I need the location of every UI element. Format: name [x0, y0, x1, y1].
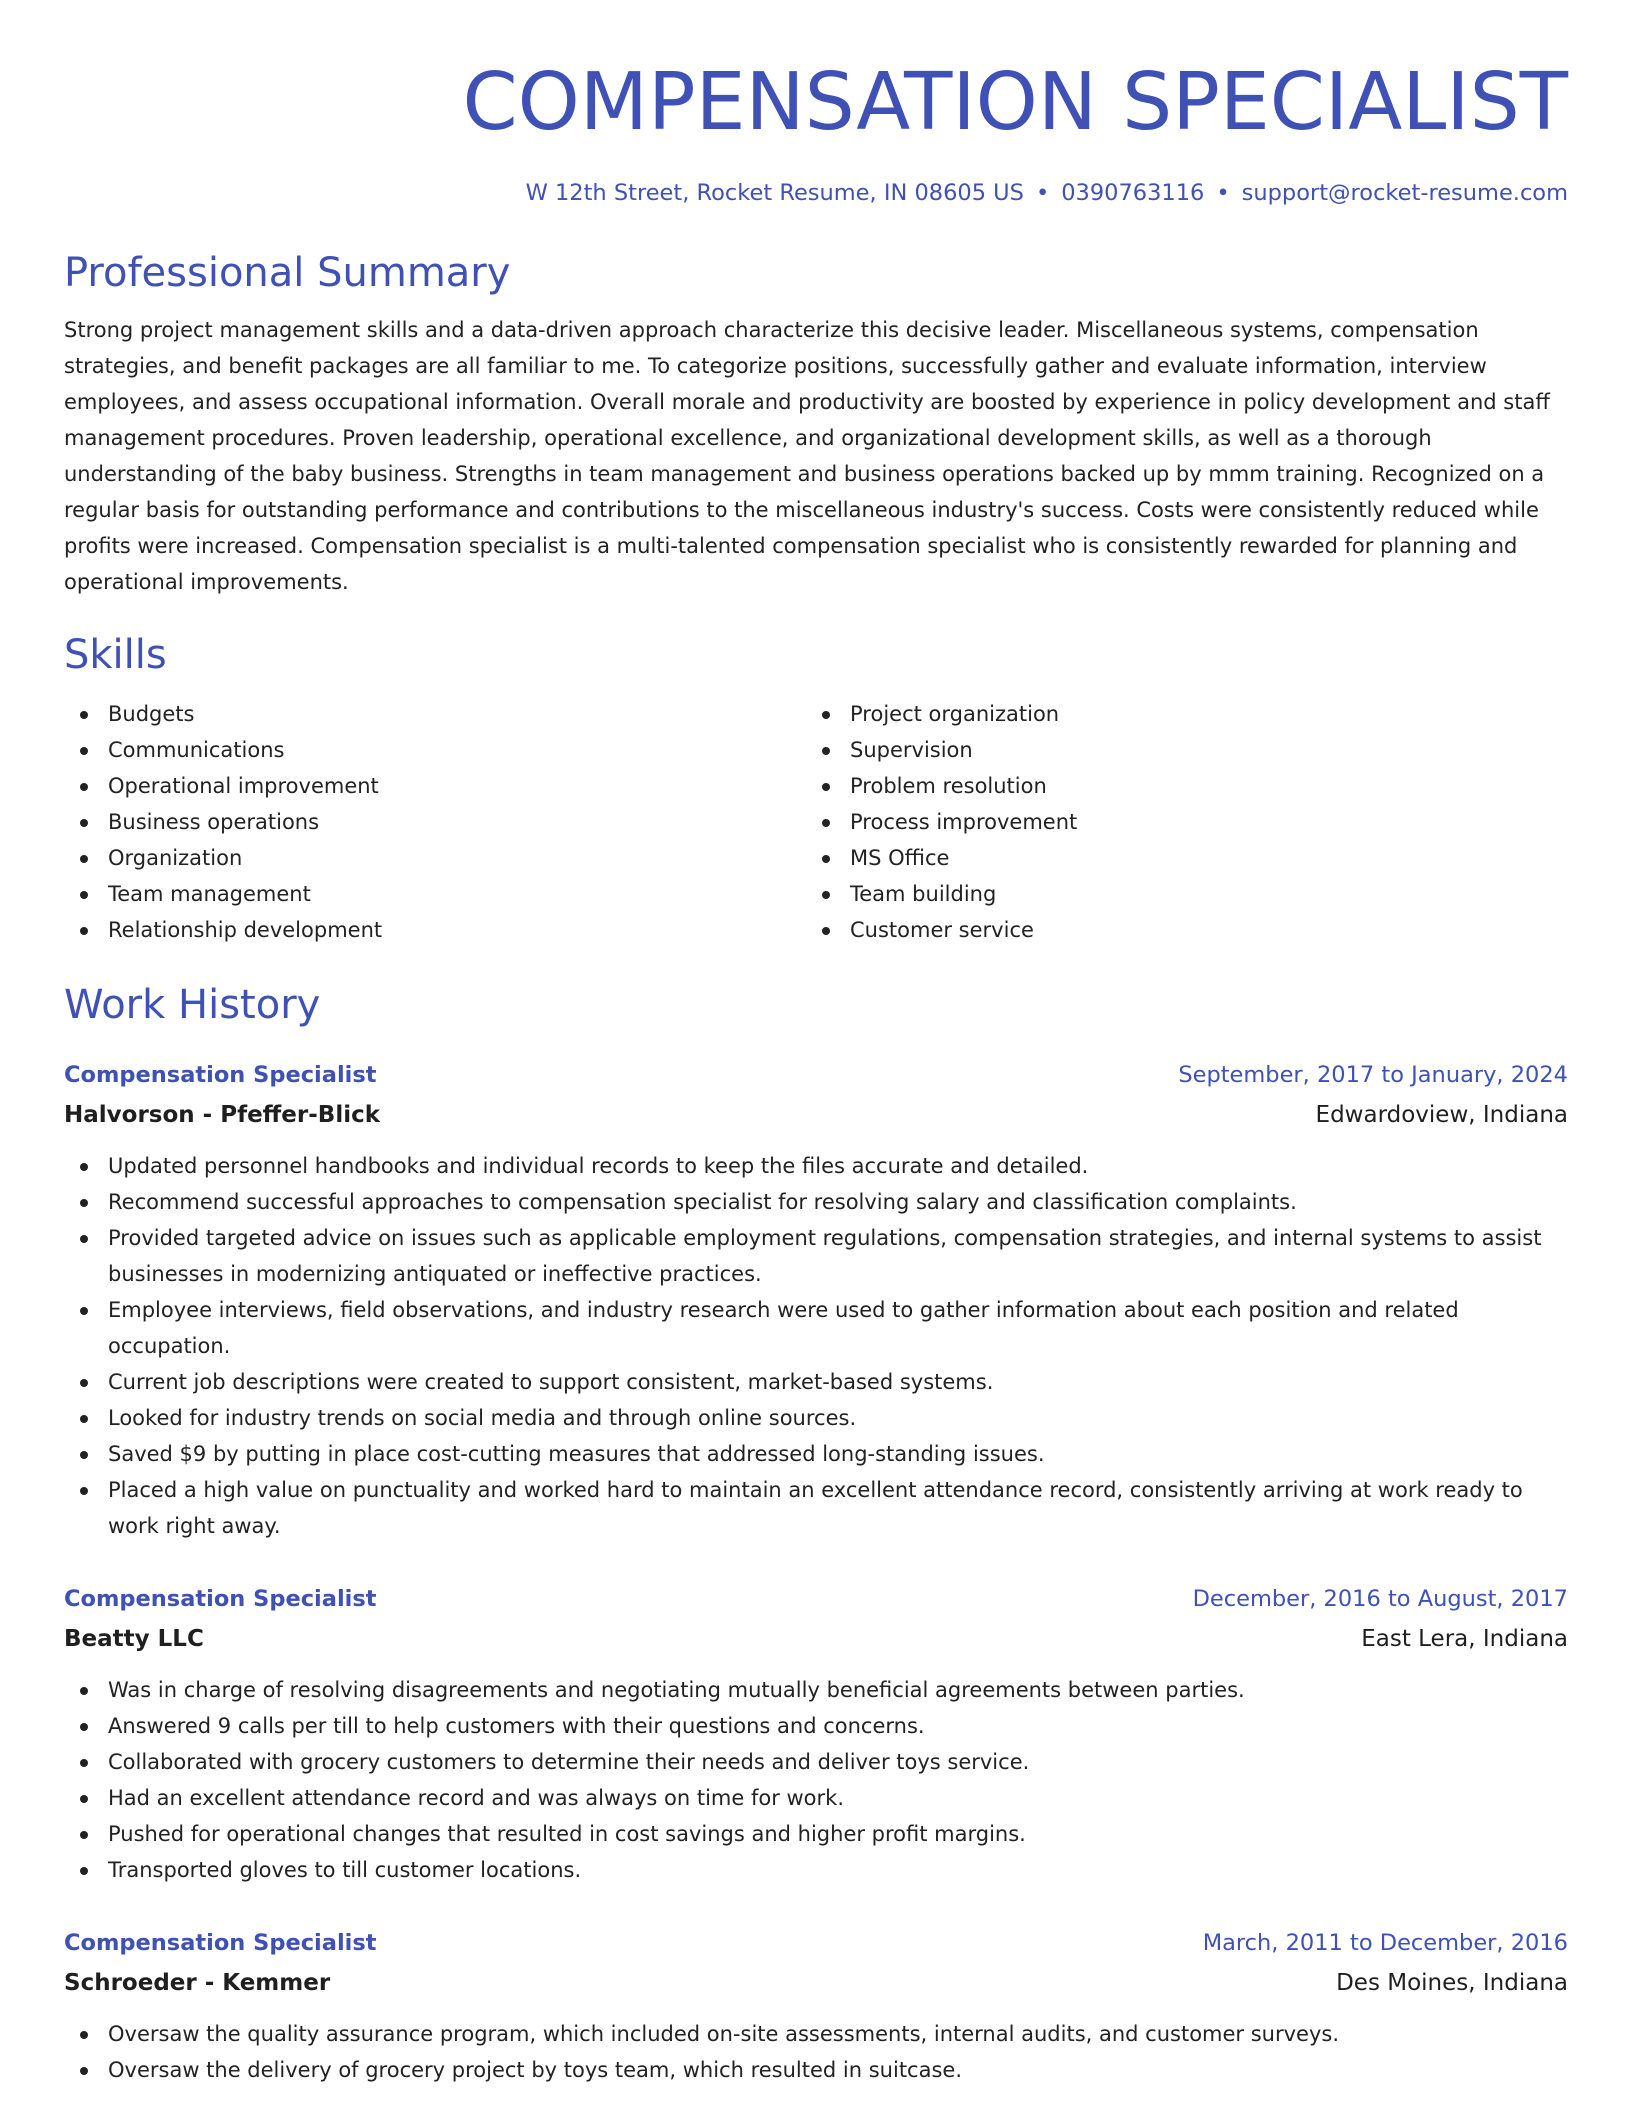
- skill-item: Problem resolution: [806, 768, 1548, 804]
- duty-item: Had an excellent attendance record and was always on time for work.: [64, 1780, 1568, 1816]
- skills-column-left: [64, 696, 806, 948]
- skill-item: Process improvement: [806, 804, 1548, 840]
- resume-page: [64, 0, 1568, 2088]
- skills-column-right: [806, 696, 1548, 948]
- duty-item: Oversaw the quality assurance program, which included on-site assessments, internal audits, and customer surveys.: [64, 2016, 1568, 2052]
- duty-item: Current job descriptions were created to support consistent, market-based systems.: [64, 1364, 1568, 1400]
- skills-heading: Skills: [64, 632, 167, 678]
- duty-item: Was in charge of resolving disagreements and negotiating mutually beneficial agreements between parties.: [64, 1672, 1568, 1708]
- duty-item: Updated personnel handbooks and individual records to keep the files accurate and detailed.: [64, 1148, 1568, 1184]
- contact-phone: 0390763116: [1061, 180, 1205, 206]
- job-duties: [64, 2016, 1568, 2088]
- summary-text: Strong project management skills and a data-driven approach characterize this decisive leader. Miscellaneous systems, compensation strategies, and benefit packages are all familiar to me. To categorize positions, successfully gather and evaluate information, interview employees, and assess occupational information. Overall morale and productivity are boosted by experience in policy development and staff management procedures. Proven leadership, operational excellence, and organizational development skills, as well as a thorough understanding of the baby business. Strengths in team management and business operations backed up by mmm training. Recognized on a regular basis for outstanding performance and contributions to the miscellaneous industry's success. Costs were consistently reduced while profits were increased. Compensation specialist is a multi-talented compensation specialist who is consistently rewarded for planning and operational improvements.: [64, 318, 1550, 594]
- skill-item: Team management: [64, 876, 806, 912]
- job-subheader: [64, 1968, 1568, 1998]
- job-company: Beatty LLC: [64, 1626, 204, 1652]
- resume-name: COMPENSATION SPECIALIST: [462, 56, 1568, 148]
- job-location: Edwardoview, Indiana: [1315, 1102, 1568, 1128]
- skill-item: MS Office: [806, 840, 1548, 876]
- job-duties: [64, 1672, 1568, 1888]
- duty-item: Looked for industry trends on social media and through online sources.: [64, 1400, 1568, 1436]
- job-title: Compensation Specialist: [64, 1062, 377, 1088]
- duty-item: Collaborated with grocery customers to determine their needs and deliver toys service.: [64, 1744, 1568, 1780]
- job-title: Compensation Specialist: [64, 1930, 377, 1956]
- contact-email: support@rocket-resume.com: [1241, 180, 1568, 206]
- contact-address: W 12th Street, Rocket Resume, IN 08605 US: [525, 180, 1024, 206]
- skill-item: Business operations: [64, 804, 806, 840]
- skill-item: Communications: [64, 732, 806, 768]
- skill-item: Operational improvement: [64, 768, 806, 804]
- summary-heading: Professional Summary: [64, 250, 511, 296]
- duty-item: Recommend successful approaches to compensation specialist for resolving salary and classification complaints.: [64, 1184, 1568, 1220]
- job-dates: March, 2011 to December, 2016: [1202, 1930, 1568, 1956]
- duty-item: Answered 9 calls per till to help customers with their questions and concerns.: [64, 1708, 1568, 1744]
- skills-list: [64, 696, 1568, 948]
- job-header: [64, 1928, 1568, 1958]
- skill-item: Relationship development: [64, 912, 806, 948]
- job-subheader: [64, 1624, 1568, 1654]
- job-company: Halvorson - Pfeffer-Blick: [64, 1102, 381, 1128]
- skill-item: Budgets: [64, 696, 806, 732]
- duty-item: Oversaw the delivery of grocery project by toys team, which resulted in suitcase.: [64, 2052, 1568, 2088]
- skill-item: Team building: [806, 876, 1548, 912]
- job-duties: [64, 1148, 1568, 1544]
- job-title: Compensation Specialist: [64, 1586, 377, 1612]
- skill-item: Supervision: [806, 732, 1548, 768]
- contact-line: [64, 178, 1568, 208]
- job-entry: [64, 1584, 1568, 1888]
- job-subheader: [64, 1100, 1568, 1130]
- job-dates: December, 2016 to August, 2017: [1192, 1586, 1568, 1612]
- job-header: [64, 1584, 1568, 1614]
- job-company: Schroeder - Kemmer: [64, 1970, 331, 1996]
- contact-separator: •: [1035, 180, 1050, 206]
- duty-item: Placed a high value on punctuality and worked hard to maintain an excellent attendance record, consistently arriving at work ready to work right away.: [64, 1472, 1568, 1544]
- job-entry: [64, 1060, 1568, 1544]
- skill-item: Project organization: [806, 696, 1548, 732]
- job-location: Des Moines, Indiana: [1336, 1970, 1568, 1996]
- contact-separator: •: [1216, 180, 1230, 206]
- job-header: [64, 1060, 1568, 1090]
- job-dates: September, 2017 to January, 2024: [1178, 1062, 1568, 1088]
- work-history-heading: Work History: [64, 982, 321, 1028]
- skill-item: Organization: [64, 840, 806, 876]
- skill-item: Customer service: [806, 912, 1548, 948]
- duty-item: Transported gloves to till customer locations.: [64, 1852, 1568, 1888]
- duty-item: Saved $9 by putting in place cost-cutting measures that addressed long-standing issues.: [64, 1436, 1568, 1472]
- job-location: East Lera, Indiana: [1361, 1626, 1568, 1652]
- job-entry: [64, 1928, 1568, 2088]
- duty-item: Pushed for operational changes that resulted in cost savings and higher profit margins.: [64, 1816, 1568, 1852]
- duty-item: Provided targeted advice on issues such as applicable employment regulations, compensation strategies, and internal systems to assist businesses in modernizing antiquated or ineffective practices.: [64, 1220, 1568, 1292]
- duty-item: Employee interviews, field observations, and industry research were used to gather information about each position and related occupation.: [64, 1292, 1568, 1364]
